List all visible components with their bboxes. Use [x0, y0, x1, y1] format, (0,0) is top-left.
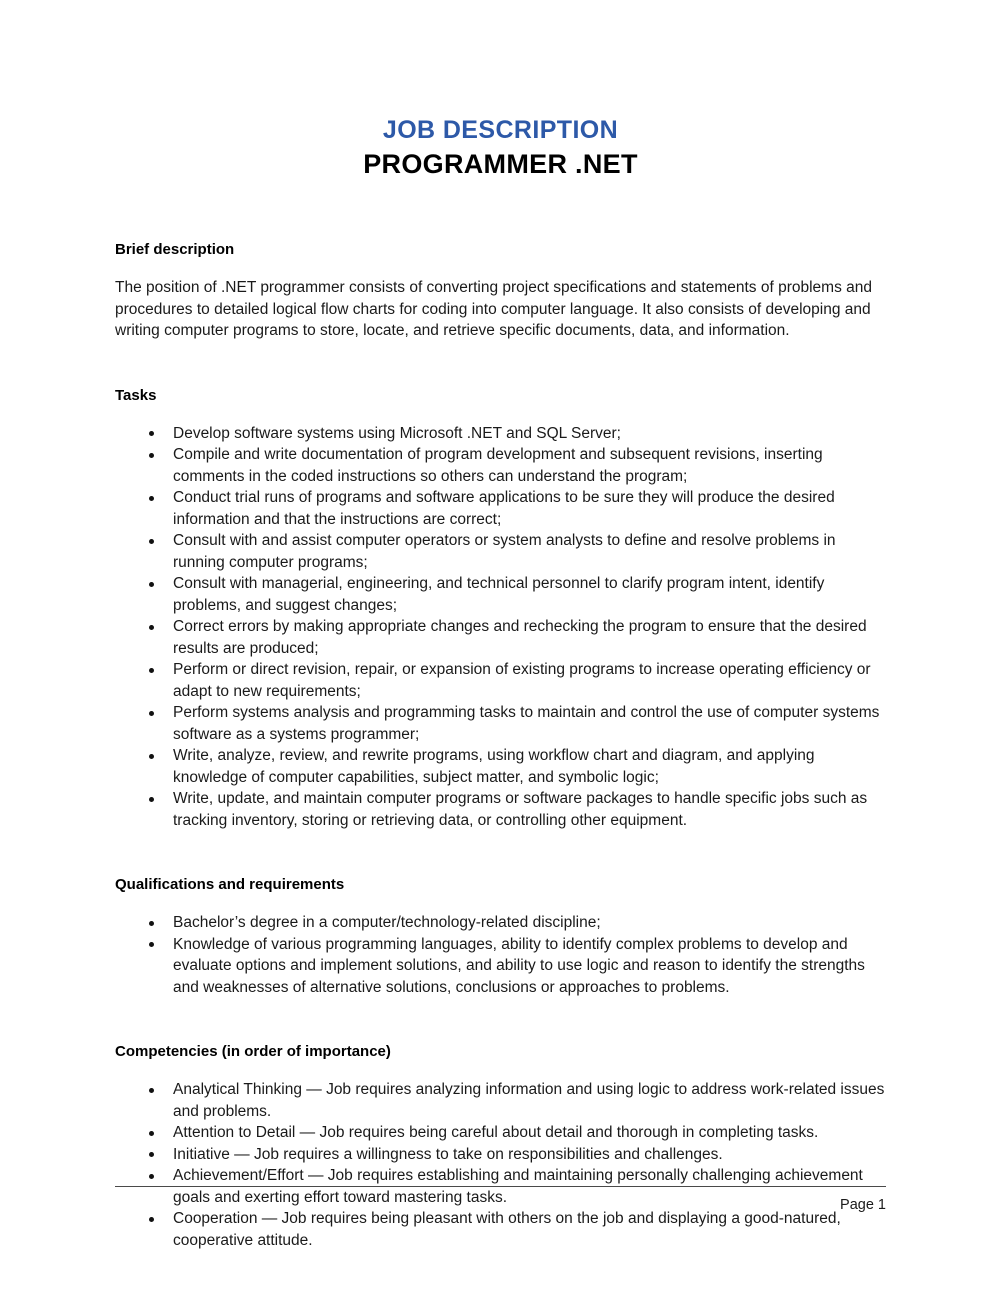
heading-gap — [115, 1061, 886, 1079]
tasks-list — [115, 423, 886, 832]
section-brief-description — [115, 240, 886, 342]
page-number: Page 1 — [840, 1197, 886, 1213]
list-item: Compile and write documentation of program development and subsequent revisions, inserting comments in the coded instructions so others can understand the program; — [115, 444, 886, 487]
section-gap-1 — [115, 342, 886, 386]
list-item: Write, update, and maintain computer programs or software packages to handle specific jobs such as tracking inventory, storing or retrieving data, or controlling other equipment. — [115, 788, 886, 831]
list-item: Write, analyze, review, and rewrite programs, using workflow chart and diagram, and applying knowledge of computer capabilities, subject matter, and symbolic logic; — [115, 745, 886, 788]
section-tasks — [115, 386, 886, 832]
heading-gap — [115, 894, 886, 912]
page-title-primary: JOB DESCRIPTION — [382, 116, 619, 144]
list-item: Correct errors by making appropriate changes and rechecking the program to ensure that the desired results are produced; — [115, 616, 886, 659]
list-item: Develop software systems using Microsoft .NET and SQL Server; — [115, 423, 886, 445]
competencies-list — [115, 1079, 886, 1251]
page-footer — [115, 1186, 886, 1214]
section-gap-3 — [115, 998, 886, 1042]
title-gap — [115, 180, 886, 224]
section-gap-2 — [115, 831, 886, 875]
list-item: Perform or direct revision, repair, or expansion of existing programs to increase operating efficiency or adapt to new requirements; — [115, 659, 886, 702]
list-item: Analytical Thinking — Job requires analyzing information and using logic to address work-related issues and problems. — [115, 1079, 886, 1122]
list-item: Achievement/Effort — Job requires establishing and maintaining personally challenging achievement goals and exerting effort toward mastering tasks. — [115, 1165, 886, 1208]
section-heading-tasks: Tasks — [115, 386, 157, 404]
list-item: Consult with and assist computer operators or system analysts to define and resolve problems in running computer programs; — [115, 530, 886, 573]
list-item: Conduct trial runs of programs and software applications to be sure they will produce the desired information and that the instructions are correct; — [115, 487, 886, 530]
section-heading-brief-description: Brief description — [115, 241, 235, 258]
section-competencies — [115, 1042, 886, 1251]
list-item: Attention to Detail — Job requires being careful about detail and thorough in completing tasks. — [115, 1122, 886, 1144]
brief-description-paragraph: The position of .NET programmer consists of converting project specifications and statements of problems and procedures to detailed logical flow charts for coding into computer language. It also consists of developing and writing computer programs to store, locate, and retrieve specific documents, data, and information. — [115, 279, 872, 339]
list-item: Initiative — Job requires a willingness to take on responsibilities and challenges. — [115, 1144, 886, 1166]
section-qualifications — [115, 875, 886, 998]
document-content — [115, 0, 886, 1251]
heading-gap — [115, 259, 886, 277]
qualifications-list — [115, 912, 886, 998]
heading-gap — [115, 405, 886, 423]
document-title-block — [115, 0, 886, 180]
section-heading-competencies: Competencies (in order of importance) — [115, 1043, 391, 1060]
list-item: Cooperation — Job requires being pleasant with others on the job and displaying a good-natured, cooperative attitude. — [115, 1208, 886, 1251]
section-heading-qualifications: Qualifications and requirements — [115, 876, 345, 893]
page-title-secondary: PROGRAMMER .NET — [363, 149, 638, 179]
list-item: Knowledge of various programming languages, ability to identify complex problems to develop and evaluate options and implement solutions, and ability to use logic and reason to identify the strengths and weaknesses of alternative solutions, conclusions or approaches to problems. — [115, 934, 886, 999]
list-item: Perform systems analysis and programming tasks to maintain and control the use of computer systems software as a systems programmer; — [115, 702, 886, 745]
list-item: Bachelor’s degree in a computer/technology-related discipline; — [115, 912, 886, 934]
list-item: Consult with managerial, engineering, and technical personnel to clarify program intent, identify problems, and suggest changes; — [115, 573, 886, 616]
title-gap-extra — [115, 224, 886, 240]
